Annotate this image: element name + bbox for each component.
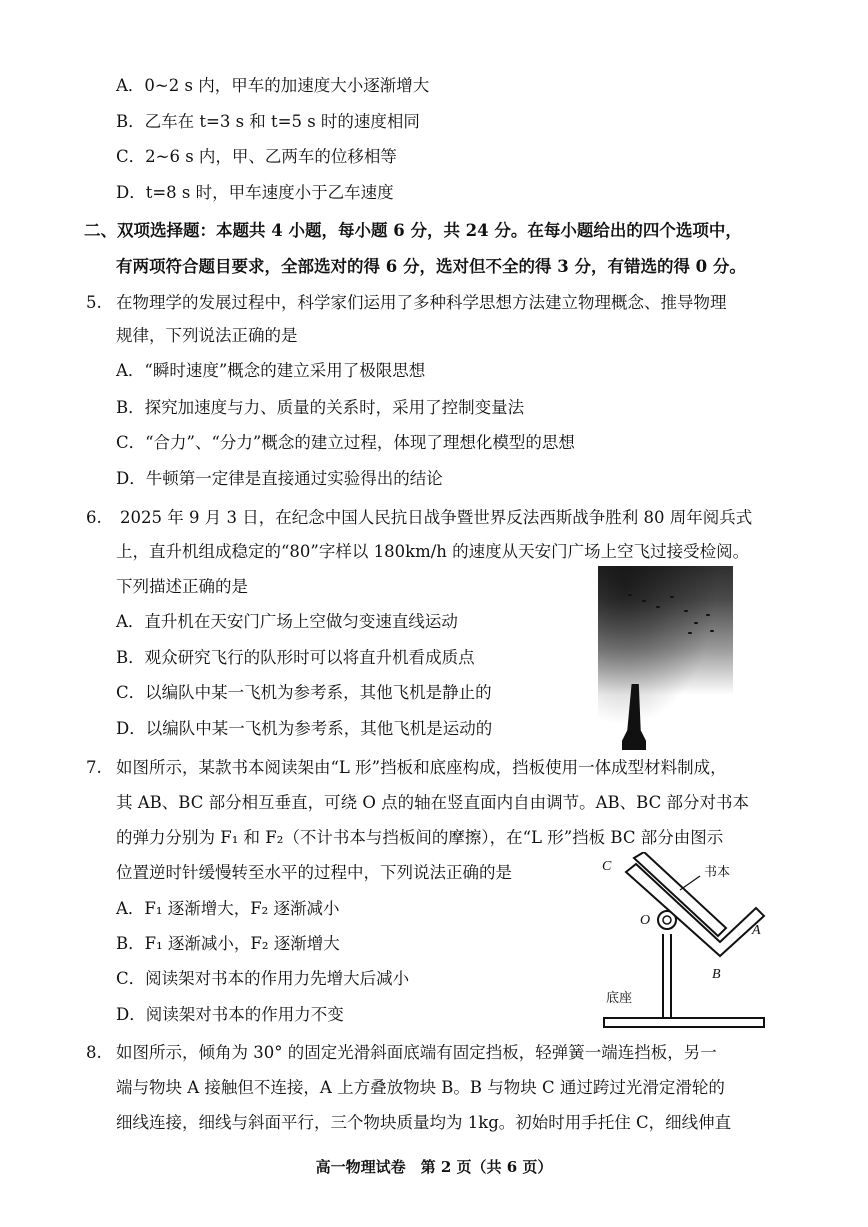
helicopter-mark: [684, 610, 688, 612]
helicopter-mark: [710, 630, 714, 632]
q7-stem-line4: 位置逆时针缓慢转至水平的过程中，下列说法正确的是: [116, 863, 512, 882]
section2-heading-line2: 有两项符合题目要求，全部选对的得 6 分，选对但不全的得 3 分，有错选的得 0 分。: [116, 257, 746, 276]
label-c: C: [602, 859, 612, 874]
q4-option-a: A．0~2 s 内，甲车的加速度大小逐渐增大: [116, 76, 430, 95]
q6-option-a: A．直升机在天安门广场上空做匀变速直线运动: [116, 612, 458, 631]
q6-stem-line3: 下列描述正确的是: [116, 577, 248, 596]
helicopter-mark: [628, 594, 632, 596]
q7-option-d: D．阅读架对书本的作用力不变: [116, 1005, 344, 1024]
helicopter-mark: [642, 600, 646, 602]
q4-option-c: C．2~6 s 内，甲、乙两车的位移相等: [116, 147, 397, 166]
section2-heading-line1: 二、双项选择题：本题共 4 小题，每小题 6 分，共 24 分。在每小题给出的四个选项中，: [84, 221, 742, 240]
q6-photo: [598, 566, 733, 750]
label-o: O: [640, 913, 651, 928]
q7-option-c: C．阅读架对书本的作用力先增大后减小: [116, 969, 410, 988]
q7-book-stand-figure: [596, 852, 776, 1034]
q5-option-a: A．“瞬时速度”概念的建立采用了极限思想: [116, 361, 426, 380]
photo-sky-shade: [598, 566, 733, 750]
helicopter-mark: [694, 622, 698, 624]
q7-number: 7.: [86, 758, 102, 777]
label-book: 书本: [704, 865, 731, 880]
q5-option-b: B．探究加速度与力、质量的关系时，采用了控制变量法: [116, 398, 525, 417]
q7-option-b: B．F₁ 逐渐减小，F₂ 逐渐增大: [116, 934, 340, 953]
q6-option-c: C．以编队中某一飞机为参考系，其他飞机是静止的: [116, 683, 492, 702]
q7-stem-line1: 如图所示，某款书本阅读架由“L 形”挡板和底座构成，挡板使用一体成型材料制成，: [116, 758, 727, 777]
label-base: 底座: [606, 991, 633, 1006]
book-leader-line: [680, 876, 700, 890]
q5-stem-line2: 规律，下列说法正确的是: [116, 326, 298, 345]
helicopter-mark: [706, 614, 710, 616]
q6-option-d: D．以编队中某一飞机为参考系，其他飞机是运动的: [116, 719, 493, 738]
q5-number: 5.: [86, 293, 102, 312]
q5-option-c: C．“合力”、“分力”概念的建立过程，体现了理想化模型的思想: [116, 433, 575, 452]
base-plate: [604, 1018, 764, 1027]
q8-stem-line2: 端与物块 A 接触但不连接，A 上方叠放物块 B。B 与物块 C 通过跨过光滑定滑轮的: [116, 1078, 725, 1097]
q8-stem-line3: 细线连接，细线与斜面平行，三个物块质量均为 1kg。初始时用手托住 C，细线伸直: [116, 1113, 732, 1132]
q8-number: 8.: [86, 1043, 102, 1062]
q6-stem-line1: 2025 年 9 月 3 日，在纪念中国人民抗日战争暨世界反法西斯战争胜利 80 周年阅兵式: [120, 508, 753, 527]
q5-option-d: D．牛顿第一定律是直接通过实验得出的结论: [116, 469, 443, 488]
q7-stem-line3: 的弹力分别为 F₁ 和 F₂（不计书本与挡板间的摩擦），在“L 形”挡板 BC 部分由图示: [116, 828, 724, 847]
q6-number: 6.: [86, 508, 102, 527]
q4-option-d: D．t=8 s 时，甲车速度小于乙车速度: [116, 183, 394, 202]
pivot-o-inner: [663, 916, 671, 924]
q5-stem-line1: 在物理学的发展过程中，科学家们运用了多种科学思想方法建立物理概念、推导物理: [116, 293, 727, 312]
q4-option-b: B．乙车在 t=3 s 和 t=5 s 时的速度相同: [116, 112, 420, 131]
helicopter-mark: [656, 606, 660, 608]
label-b: B: [712, 967, 721, 982]
label-a: A: [752, 923, 761, 938]
page-footer: 高一物理试卷 第 2 页（共 6 页）: [315, 1158, 553, 1176]
helicopter-mark: [670, 596, 674, 598]
q7-stem-line2: 其 AB、BC 部分相互垂直，可绕 O 点的轴在竖直面内自由调节。AB、BC 部分对书本: [116, 793, 749, 812]
helicopter-mark: [688, 632, 692, 634]
q7-option-a: A．F₁ 逐渐增大，F₂ 逐渐减小: [116, 899, 340, 918]
q8-stem-line1: 如图所示，倾角为 30° 的固定光滑斜面底端有固定挡板，轻弹簧一端连挡板，另一: [116, 1043, 717, 1062]
q6-stem-line2: 上，直升机组成稳定的“80”字样以 180km/h 的速度从天安门广场上空飞过接受检阅。: [116, 542, 750, 561]
q6-option-b: B．观众研究飞行的队形时可以将直升机看成质点: [116, 648, 475, 667]
